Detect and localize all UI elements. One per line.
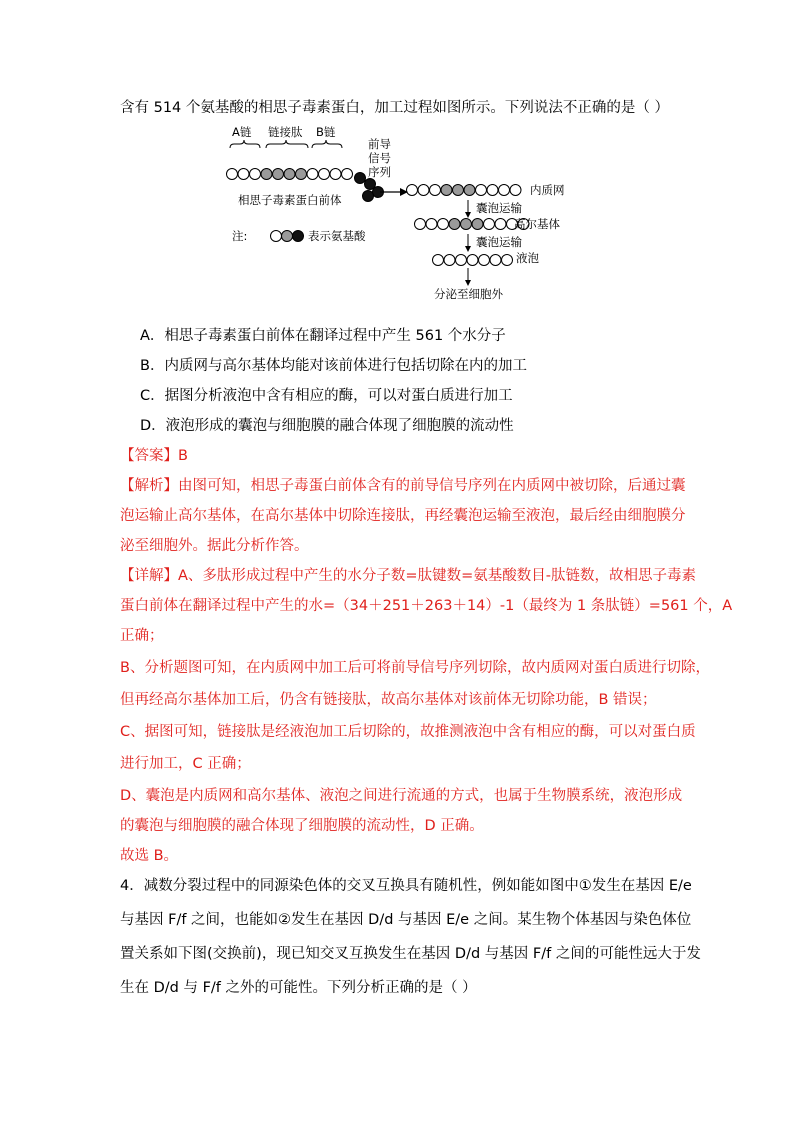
- option-d: D．液泡形成的囊泡与细胞膜的融合体现了细胞膜的流动性: [140, 418, 514, 434]
- precursor-bead: [227, 169, 238, 180]
- precursor-bead: [261, 169, 272, 180]
- option-a: A．相思子毒素蛋白前体在翻译过程中产生 561 个水分子: [140, 328, 506, 344]
- vacuole-bead: [444, 255, 455, 266]
- golgi-bead: [484, 219, 495, 230]
- vacuole-bead: [467, 255, 478, 266]
- vacuole-bead: [433, 255, 444, 266]
- protein-processing-diagram: [220, 122, 600, 312]
- arrow-head-golgi: [465, 212, 471, 218]
- detail-line-4: B、分析题图可知，在内质网中加工后可将前导信号序列切除，故内质网对蛋白质进行切除，: [120, 660, 710, 676]
- q4-line-1: 4．减数分裂过程中的同源染色体的交叉互换具有随机性，例如能如图中①发生在基因 E/e: [120, 878, 692, 894]
- label-a-chain: A链: [232, 125, 252, 139]
- vacuole-bead: [502, 255, 513, 266]
- detail-line-1: [120, 566, 696, 586]
- analysis-text-1: 由图可知，相思子毒蛋白前体含有的前导信号序列在内质网中被切除，后通过囊: [178, 478, 686, 494]
- precursor-bead: [330, 169, 341, 180]
- question-stem: 含有 514 个氨基酸的相思子毒素蛋白，加工过程如图所示。下列说法不正确的是（ ）: [120, 100, 670, 116]
- legend-suffix: 表示氨基酸: [308, 229, 366, 243]
- conclusion-line: 故选 B。: [120, 848, 179, 864]
- er-bead: [441, 185, 452, 196]
- golgi-bead: [438, 219, 449, 230]
- precursor-bead: [307, 169, 318, 180]
- label-precursor: 相思子毒素蛋白前体: [238, 193, 342, 207]
- label-signal-2: 信号: [368, 151, 391, 165]
- detail-line-5: 但再经高尔基体加工后，仍含有链接肽，故高尔基体对该前体无切除功能，B 错误；: [120, 692, 657, 708]
- precursor-bead: [250, 169, 261, 180]
- detail-line-9: 的囊泡与细胞膜的融合体现了细胞膜的流动性，D 正确。: [120, 818, 484, 834]
- arrow-head-out: [465, 280, 471, 286]
- detail-line-6: C、据图可知，链接肽是经液泡加工后切除的，故推测液泡中含有相应的酶，可以对蛋白质: [120, 724, 696, 740]
- precursor-bead: [273, 169, 284, 180]
- precursor-bead: [342, 169, 353, 180]
- label-b-chain: B链: [316, 125, 336, 139]
- precursor-bead: [238, 169, 249, 180]
- answer-tag: 【答案】: [120, 448, 178, 464]
- detail-line-3: 正确；: [120, 628, 164, 644]
- analysis-line-3: 泌至细胞外。据此分析作答。: [120, 538, 309, 554]
- detail-line-8: D、囊泡是内质网和高尔基体、液泡之间进行流通的方式，也属于生物膜系统，液泡形成: [120, 788, 683, 804]
- precursor-bead: [284, 169, 295, 180]
- er-bead: [407, 185, 418, 196]
- vacuole-bead: [479, 255, 490, 266]
- analysis-tag: 【解析】: [120, 478, 178, 494]
- label-secrete: 分泌至细胞外: [434, 287, 503, 301]
- legend-black-bead: [293, 231, 304, 242]
- signal-bead: [363, 191, 374, 202]
- label-golgi: 高尔基体: [514, 217, 560, 231]
- er-bead: [430, 185, 441, 196]
- er-bead: [476, 185, 487, 196]
- label-vacuole: 液泡: [516, 251, 539, 265]
- golgi-bead: [449, 219, 460, 230]
- er-bead: [499, 185, 510, 196]
- label-vesicle-1: 囊泡运输: [476, 201, 522, 215]
- golgi-bead: [472, 219, 483, 230]
- q4-line-2: 与基因 F/f 之间，也能如②发生在基因 D/d 与基因 E/e 之间。某生物个体基因与染色体位: [120, 912, 692, 928]
- q4-line-4: 生在 D/d 与 F/f 之外的可能性。下列分析正确的是（ ）: [120, 980, 477, 996]
- detail-line-2: 蛋白前体在翻译过程中产生的水=（34＋251＋263＋14）-1（最终为 1 条肽链）=561 个，A: [120, 598, 733, 614]
- er-bead: [487, 185, 498, 196]
- golgi-bead: [495, 219, 506, 230]
- label-linker: 链接肽: [268, 125, 303, 139]
- signal-bead: [355, 173, 366, 184]
- label-signal-1: 前导: [368, 137, 391, 151]
- legend-white-bead: [271, 231, 282, 242]
- analysis-line-1: [120, 476, 686, 496]
- label-er: 内质网: [530, 183, 565, 197]
- analysis-line-2: 泡运输止高尔基体，在高尔基体中切除连接肽，再经囊泡运输至液泡，最后经由细胞膜分: [120, 508, 686, 524]
- vacuole-bead: [456, 255, 467, 266]
- detail-line-7: 进行加工，C 正确；: [120, 756, 251, 772]
- label-signal-3: 序列: [368, 165, 391, 179]
- option-c: C．据图分析液泡中含有相应的酶，可以对蛋白质进行加工: [140, 388, 513, 404]
- legend-gray-bead: [282, 231, 293, 242]
- option-b: B．内质网与高尔基体均能对该前体进行包括切除在内的加工: [140, 358, 527, 374]
- answer-line: [120, 446, 188, 466]
- golgi-bead: [461, 219, 472, 230]
- er-bead: [453, 185, 464, 196]
- er-bead: [464, 185, 475, 196]
- answer-value: B: [178, 448, 188, 464]
- label-vesicle-2: 囊泡运输: [476, 235, 522, 249]
- precursor-bead: [296, 169, 307, 180]
- b-chain-bracket: [312, 140, 342, 148]
- arrow-head-vacuole: [465, 246, 471, 252]
- detail-tag: 【详解】: [120, 568, 178, 584]
- golgi-bead: [426, 219, 437, 230]
- linker-bracket: [266, 140, 308, 148]
- er-bead: [510, 185, 521, 196]
- a-chain-bracket: [230, 140, 260, 148]
- vacuole-bead: [490, 255, 501, 266]
- er-bead: [418, 185, 429, 196]
- q4-line-3: 置关系如下图(交换前)，现已知交叉互换发生在基因 D/d 与基因 F/f 之间的可能性远大于发: [120, 946, 701, 962]
- precursor-bead: [319, 169, 330, 180]
- golgi-bead: [415, 219, 426, 230]
- detail-text-1: A、多肽形成过程中产生的水分子数=肽键数=氨基酸数目-肽链数，故相思子毒素: [178, 568, 696, 584]
- legend-prefix: 注:: [232, 229, 248, 243]
